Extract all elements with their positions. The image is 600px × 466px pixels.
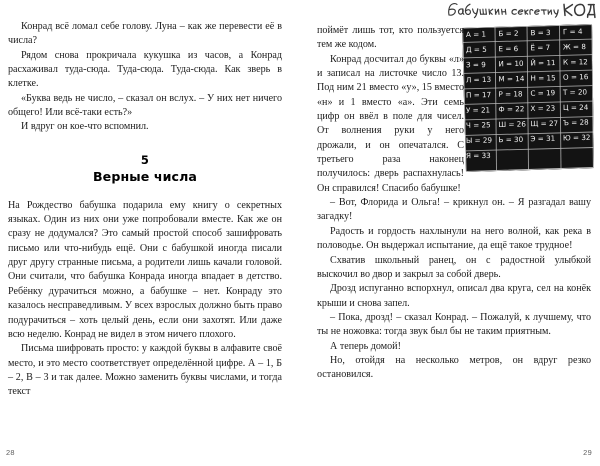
svg-text:П = 17: П = 17: [465, 90, 492, 100]
svg-text:В = 3: В = 3: [530, 27, 551, 38]
page-right: [300, 0, 600, 466]
svg-text:М = 14: М = 14: [498, 74, 525, 84]
page-number-right: 29: [583, 448, 592, 457]
svg-text:Р = 18: Р = 18: [498, 89, 523, 99]
svg-text:Н = 15: Н = 15: [530, 73, 556, 83]
paragraph: Дрозд испуганно вспорхнул, описал два круга, сел на конёк крыши и снова запел.: [317, 283, 591, 309]
svg-text:Э = 31: Э = 31: [530, 133, 556, 144]
chapter-title: Верные числа: [92, 168, 198, 184]
svg-text:Ъ = 28: Ъ = 28: [562, 117, 589, 128]
illustration-wrap-shape: [472, 20, 600, 172]
svg-text:Ё = 7: Ё = 7: [530, 42, 551, 53]
svg-text:Л = 13: Л = 13: [465, 74, 492, 85]
paragraph: – Вот, Флорида и Ольга! – крикнул он. – Я разгадал вашу загадку!: [317, 197, 591, 223]
right-page-text-column: [317, 24, 591, 383]
page-number-left: 28: [6, 448, 15, 457]
chapter-number: 5: [140, 152, 150, 167]
svg-text:Г = 4: Г = 4: [562, 26, 583, 37]
paragraph: Конрад всё ломал себе голову. Луна – как же перевести её в числа?: [8, 21, 282, 47]
svg-text:Й = 11: Й = 11: [530, 58, 556, 68]
svg-text:Б = 2: Б = 2: [498, 28, 519, 39]
paragraph: И вдруг он кое-что вспомнил.: [21, 121, 149, 133]
chapter-heading: [8, 153, 282, 185]
svg-text:Ж = 8: Ж = 8: [562, 42, 586, 52]
svg-text:О = 16: О = 16: [562, 72, 589, 82]
paragraph: поймёт лишь тот, кто пользуется тем же кодом.: [317, 25, 464, 51]
handwritten-header: [444, 1, 596, 19]
svg-text:Ч = 25: Ч = 25: [465, 120, 491, 130]
svg-text:К = 12: К = 12: [562, 57, 588, 67]
paragraph: Рядом снова прокричала кукушка из часов, а Конрад расхаживал туда-сюда. Туда-сюда. Туда-сюда. Как зверь в клетке.: [8, 49, 282, 90]
paragraph: На Рождество бабушка подарила ему книгу о секретных языках. Один из них они уже попробовали вместе. Как же он сразу не додумался? Это самый простой способ зашифровать письмо или что-нибудь ещё. Они с бабушкой иногда писали друг другу странные письма, а родители лишь качали головой. Они считали, что бабушка Конрада иногда впадает в детство. Ребёнку дурачиться можно, а бабушке – нет. Конраду это казалось несправедливым. У всех взрослых должно быть право подурачиться – хоть целый день, если они захотят. Или даже всю неделю. Конрад не видел в этом ничего плохого.: [8, 199, 282, 340]
paragraph: Схватив школьный ранец, он с радостной улыбкой выскочил во двор и закрыл за собой дверь.: [317, 254, 591, 280]
paragraph: «Буква ведь не число, – сказал он вслух. – У них нет ничего общего! Или всё-таки есть?»: [8, 92, 282, 119]
svg-text:И = 10: И = 10: [498, 58, 524, 69]
svg-text:Е = 6: Е = 6: [498, 44, 519, 54]
svg-text:Ю = 32: Ю = 32: [562, 132, 591, 143]
svg-text:Ь = 30: Ь = 30: [498, 134, 524, 145]
svg-text:С = 19: С = 19: [530, 88, 556, 98]
paragraph: Письма шифровать просто: у каждой буквы в алфавите своё место, и это место соответствует определённой цифре. А – 1, Б – 2, В – 3 и так далее. Можно заменить буквы числами, и тогда текст: [8, 343, 282, 398]
svg-text:Ц = 24: Ц = 24: [562, 102, 589, 113]
paragraph: Но, отойдя на несколько метров, он вдруг резко остановился.: [317, 354, 591, 381]
svg-text:Д = 5: Д = 5: [465, 44, 487, 55]
svg-text:Я = 33: Я = 33: [465, 150, 491, 161]
svg-text:Ш = 26: Ш = 26: [498, 119, 526, 129]
svg-text:Ф = 22: Ф = 22: [498, 104, 525, 114]
svg-text:Ы = 29: Ы = 29: [465, 135, 493, 146]
paragraph: – Пока, дрозд! – сказал Конрад. – Пожалуй, к лучшему, что ты не ножовка: тогда звук был бы не таким приятным.: [317, 311, 591, 338]
paragraph: Радость и гордость нахлынули на него волной, как река в половодье. Он выдержал испытание, да ещё такое трудное!: [317, 225, 591, 252]
svg-text:У = 21: У = 21: [465, 105, 491, 115]
svg-text:Х = 23: Х = 23: [530, 103, 556, 113]
svg-text:З = 9: З = 9: [465, 60, 486, 70]
paragraph: А теперь домой!: [330, 340, 401, 352]
svg-text:Т = 20: Т = 20: [562, 87, 588, 97]
svg-text:Щ = 27: Щ = 27: [530, 118, 559, 129]
paragraph: Конрад досчитал до буквы «л» и записал на листочке число 13. Под ним 21 вместо «у», 15 вместо «н» и 1 вместо «а». Эти семь цифр он ввёл в поле для чисел. От волнения руки у него дрожали, и он опечатался. С третьего раза наконец получилось: дверь распахнулась! Он справился! Спасибо бабушке!: [317, 53, 464, 194]
left-page-text-column: [8, 20, 282, 400]
svg-text:А = 1: А = 1: [465, 29, 487, 39]
